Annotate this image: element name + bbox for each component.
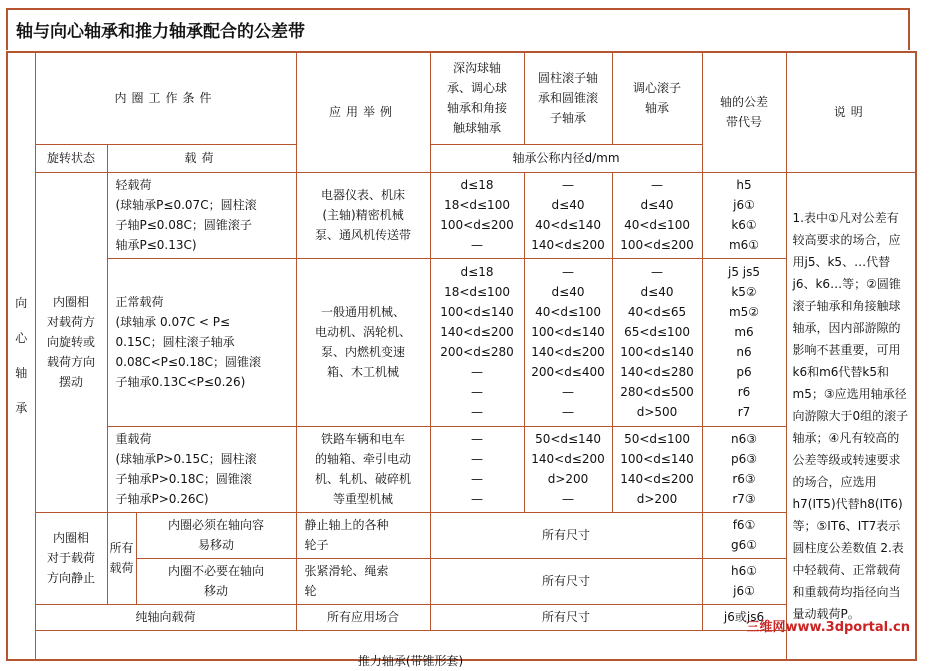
normal-load: 正常载荷 (球轴承 0.07C < P≤ 0.15C；圆柱滚子轴承 0.08C<P≤0.18C；圆锥滚 子轴承0.13C<P≤0.26)	[115, 295, 262, 389]
heavy-c1-cell	[430, 426, 524, 512]
light-c1-cell	[430, 172, 524, 258]
light-app-cell	[296, 172, 430, 258]
heavy-c3: 50<d≤100 100<d≤140 140<d≤200 d>200	[620, 432, 694, 506]
normal-c1-cell	[430, 258, 524, 426]
header-bore-dia: 轴承公称内径d/mm	[430, 144, 702, 172]
light-c1: d≤18 18<d≤100 100<d≤200 —	[440, 178, 514, 252]
all-load: 所有 载荷	[109, 541, 134, 575]
light-load-cell	[107, 172, 296, 258]
heavy-c3-cell	[612, 426, 702, 512]
group-label-cell	[7, 52, 35, 660]
tolerance-table	[6, 51, 917, 668]
app-no-cell	[296, 558, 430, 604]
tol-easy: f6① g6①	[731, 518, 758, 552]
heavy-tol: n6③ p6③ r6③ r7③	[731, 432, 758, 506]
header-application: 应用举例	[296, 52, 430, 172]
header-tol-code: 轴的公差 带代号	[720, 95, 769, 130]
light-c3-cell	[612, 172, 702, 258]
move-no: 内圈不必要在轴向 移动	[168, 564, 265, 598]
axial-app: 所有应用场合	[296, 604, 430, 630]
axial-tol: j6或js6	[702, 604, 786, 630]
heavy-c1: — — — —	[471, 432, 484, 506]
header-tol-code-cell	[702, 52, 786, 172]
header-rotation-state: 旋转状态	[35, 144, 107, 172]
header-work-condition: 内圈工作条件	[35, 52, 296, 144]
normal-app: 一般通用机械、 电动机、涡轮机、 泵、内燃机变速 箱、木工机械	[315, 305, 412, 379]
axial-size: 所有尺寸	[430, 604, 702, 630]
light-tol: h5 j6① k6① m6①	[728, 178, 760, 252]
cut-row-label: 推力轴承(带锥形套)	[357, 654, 464, 668]
normal-c1: d≤18 18<d≤100 100<d≤140 140<d≤200 200<d≤280 — — —	[440, 265, 514, 419]
tol-easy-cell	[702, 512, 786, 558]
light-app: 电器仪表、机床 (主轴)精密机械 泵、通风机传送带	[315, 188, 412, 242]
app-no: 张紧滑轮、绳索 轮	[304, 564, 389, 598]
light-c2-cell	[524, 172, 612, 258]
move-easy-cell	[136, 512, 296, 558]
normal-c2-cell	[524, 258, 612, 426]
rot-state-2: 内圈相 对于载荷 方向静止	[46, 531, 95, 585]
page-title: 轴与向心轴承和推力轴承配合的公差带	[6, 8, 910, 50]
heavy-c2-cell	[524, 426, 612, 512]
light-load: 轻载荷 (球轴承P≤0.07C；圆柱滚 子轴P≤0.08C；圆锥滚子 轴承P≤0.13C)	[115, 178, 257, 252]
normal-c3-cell	[612, 258, 702, 426]
header-deep-groove-cell	[430, 52, 524, 144]
rot-state-1-cell	[35, 172, 107, 512]
normal-app-cell	[296, 258, 430, 426]
tol-no: h6① j6①	[731, 564, 758, 598]
heavy-app-cell	[296, 426, 430, 512]
move-easy: 内圈必须在轴向容 易移动	[168, 518, 265, 552]
move-no-cell	[136, 558, 296, 604]
heavy-load: 重载荷 (球轴承P>0.15C；圆柱滚 子轴承P>0.18C；圆锥滚 子轴承P>0.26C)	[115, 432, 257, 506]
watermark: 三维网www.3dportal.cn	[746, 620, 910, 635]
tol-no-cell	[702, 558, 786, 604]
normal-tol-cell	[702, 258, 786, 426]
header-self-aligning: 调心滚子 轴承	[633, 81, 682, 116]
app-easy: 静止轴上的各种 轮子	[304, 518, 389, 552]
header-notes: 说明	[786, 52, 916, 172]
heavy-tol-cell	[702, 426, 786, 512]
heavy-c2: 50<d≤140 140<d≤200 d>200 —	[531, 432, 605, 506]
axial-label: 纯轴向载荷	[35, 604, 296, 630]
normal-load-cell	[107, 258, 296, 426]
header-cylindrical: 圆柱滚子轴 承和圆锥滚 子轴承	[538, 71, 599, 126]
light-c3: — d≤40 40<d≤100 100<d≤200	[620, 178, 694, 252]
notes-cell	[786, 172, 916, 660]
app-easy-cell	[296, 512, 430, 558]
normal-c3: — d≤40 40<d≤65 65<d≤100 100<d≤140 140<d≤280 280<d≤500 d>500	[620, 265, 694, 419]
all-sizes-2: 所有尺寸	[430, 558, 702, 604]
all-load-cell	[107, 512, 136, 604]
heavy-app: 铁路车辆和电车 的轴箱、牵引电动 机、轧机、破碎机 等重型机械	[315, 432, 412, 506]
normal-tol: j5 js5 k5② m5② m6 n6 p6 r6 r7	[728, 265, 761, 419]
light-tol-cell	[702, 172, 786, 258]
notes-text: 1.表中①凡对公差有较高要求的场合，应用j5、k5、…代替j6、k6…等；②圆锥滚子轴承和角接触球轴承，因内部游隙的影响不甚重要，可用k6和m6代替k5和m5；③应选用轴承径向游隙大于0组的滚子轴承；④凡有较高的公差等级或转速要求的场合，应选用h7(IT5)代替h8(IT6)等；⑤IT6、IT7表示圆柱度公差数值 2.表中轻载荷、正常载荷和重载荷均指径向当量动载荷P。	[792, 210, 909, 621]
header-load: 载荷	[107, 144, 296, 172]
rot-state-1: 内圈相 对载荷方 向旋转或 载荷方向 摆动	[46, 295, 95, 389]
header-cylindrical-cell	[524, 52, 612, 144]
heavy-load-cell	[107, 426, 296, 512]
light-c2: — d≤40 40<d≤140 140<d≤200	[531, 178, 605, 252]
cut-row	[35, 630, 786, 668]
group-label: 向 心 轴 承	[15, 296, 28, 415]
all-sizes-1: 所有尺寸	[430, 512, 702, 558]
normal-c2: — d≤40 40<d≤100 100<d≤140 140<d≤200 200<d≤400 — —	[531, 265, 605, 419]
header-self-aligning-cell	[612, 52, 702, 144]
header-deep-groove: 深沟球轴 承、调心球 轴承和角接 触球轴承	[447, 61, 508, 136]
rot-state-2-cell	[35, 512, 107, 604]
